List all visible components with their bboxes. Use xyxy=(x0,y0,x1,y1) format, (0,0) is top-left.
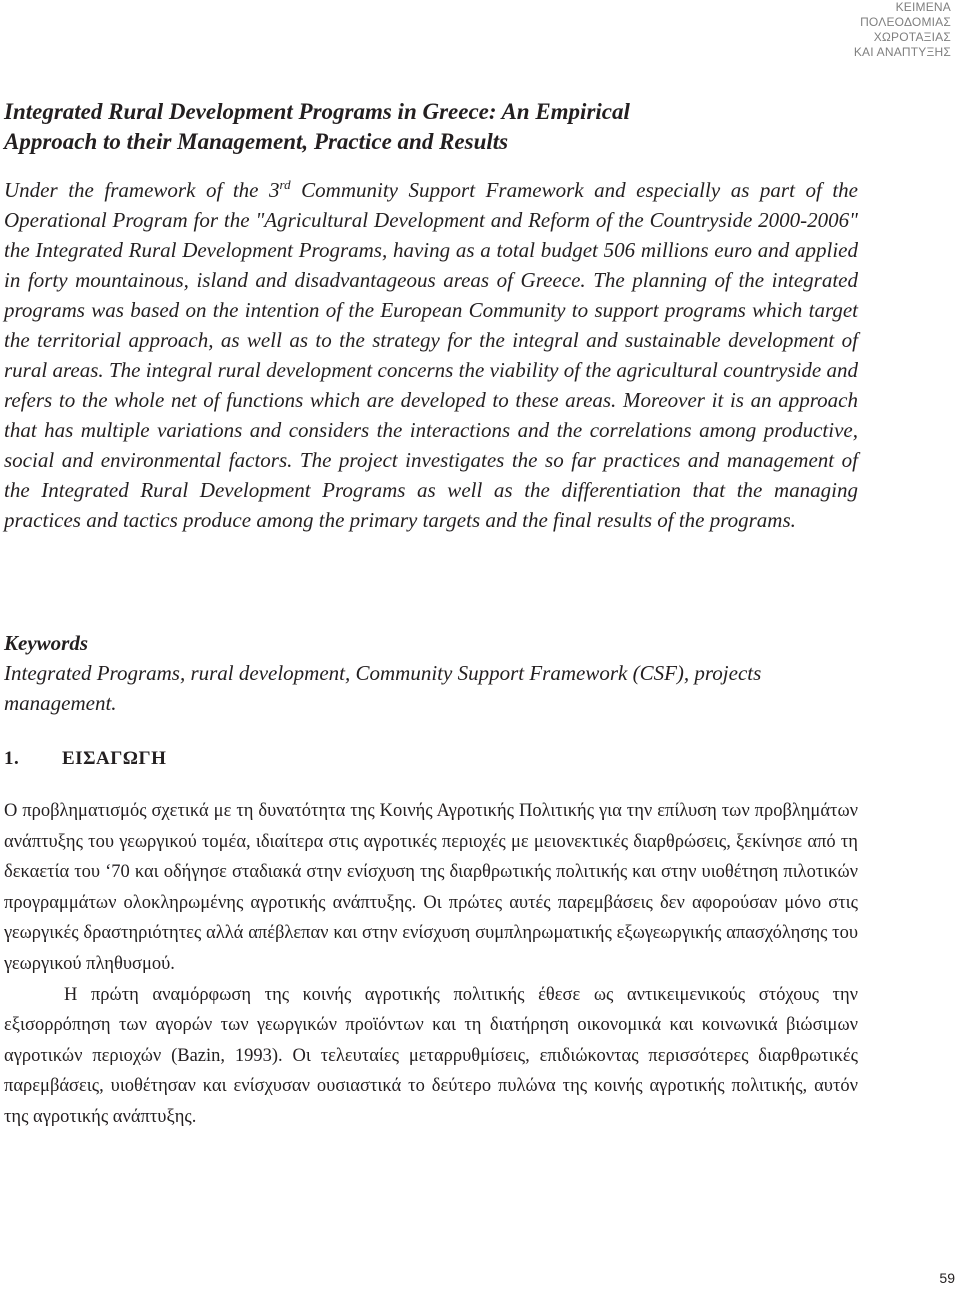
section-number: 1. xyxy=(4,748,20,769)
abstract xyxy=(4,175,858,535)
keywords-heading: Keywords xyxy=(4,631,88,655)
paper-title xyxy=(4,97,904,157)
paper-title-line1: Integrated Rural Development Programs in Greece: An Empirical xyxy=(4,99,630,124)
journal-header xyxy=(751,0,951,60)
abstract-text-start: Under the framework of the 3 xyxy=(4,178,280,202)
journal-header-line: ΠΟΛΕΟΔΟΜΙΑΣ xyxy=(860,15,951,29)
abstract-superscript: rd xyxy=(279,177,291,192)
keywords-text: Integrated Programs, rural development, Community Support Framework (CSF), projects management. xyxy=(4,661,762,715)
abstract-text-rest: Community Support Framework and especially as part of the Operational Program for the "Agricultural Development and Reform of the Countryside 2000-2006" the Integrated Rural Development Programs, having as a total budget 506 millions euro and applied in forty mountainous, island and disadvantageous areas of Greece. The planning of the integrated programs was based on the intention of the European Community to support programs which target the territorial approach, as well as to the strategy for the integral and sustainable development of rural areas. The integral rural development concerns the viability of the agricultural countryside and refers to the whole net of functions which are developed to these areas. Moreover it is an approach that has multiple variations and considers the interactions and the correlations among productive, social and environmental factors. The project investigates the so far practices and management of the Integrated Rural Development Programs as well as the differentiation that the managing practices and tactics produce among the primary targets and the final results of the programs. xyxy=(4,178,859,532)
body-paragraph: Η πρώτη αναμόρφωση της κοινής αγροτικής πολιτικής έθεσε ως αντικειμενικούς στόχους την εξισορρόπηση των αγορών των γεωργικών προϊόντων και τη διατήρηση οικονομικά και κοινωνικά βιώσιμων αγροτικών περιοχών (Bazin, 1993). Οι τελευταίες μεταρρυθμίσεις, επιδιώκοντας περισσότερες διαρθρωτικές παρεμβάσεις, υιοθέτησαν και ενίσχυσαν ουσιαστικά το δεύτερο πυλώνα της κοινής αγροτικής πολιτικής, αυτόν της αγροτικής ανάπτυξης. xyxy=(4,984,858,1127)
section-body xyxy=(4,796,858,1133)
paper-title-line2: Approach to their Management, Practice and Results xyxy=(4,129,509,154)
section-title: ΕΙΣΑΓΩΓΗ xyxy=(62,748,167,769)
journal-header-line: ΚΕΙΜΕΝΑ xyxy=(895,0,951,14)
section-heading xyxy=(4,744,166,774)
body-paragraph: Ο προβληματισμός σχετικά με τη δυνατότητα της Κοινής Αγροτικής Πολιτικής για την επίλυση των προβλημάτων ανάπτυξης του γεωργικού τομέα, ιδιαίτερα στις αγροτικές περιοχές με μειονεκτικές διαρθρώσεις, ξεκίνησε από τη δεκαετία του ‘70 και οδήγησε σταδιακά στην ενίσχυση της διαρθρωτικής πολιτικής και στην υιοθέτηση πιλοτικών προγραμμάτων ολοκληρωμένης αγροτικής ανάπτυξης. Οι πρώτες αυτές παρεμβάσεις δεν αφορούσαν μόνο στις γεωργικές δραστηριότητες αλλά απέβλεπαν και στην ενίσχυση συμπληρωματικής εξωγεωργικής απασχόλησης του γεωργικού πληθυσμού. xyxy=(4,801,858,974)
journal-header-line: ΧΩΡΟΤΑΞΙΑΣ xyxy=(873,30,951,44)
journal-header-line: ΚΑΙ ΑΝΑΠΤΥΞΗΣ xyxy=(853,45,951,59)
page-number: 59 xyxy=(939,1270,955,1286)
